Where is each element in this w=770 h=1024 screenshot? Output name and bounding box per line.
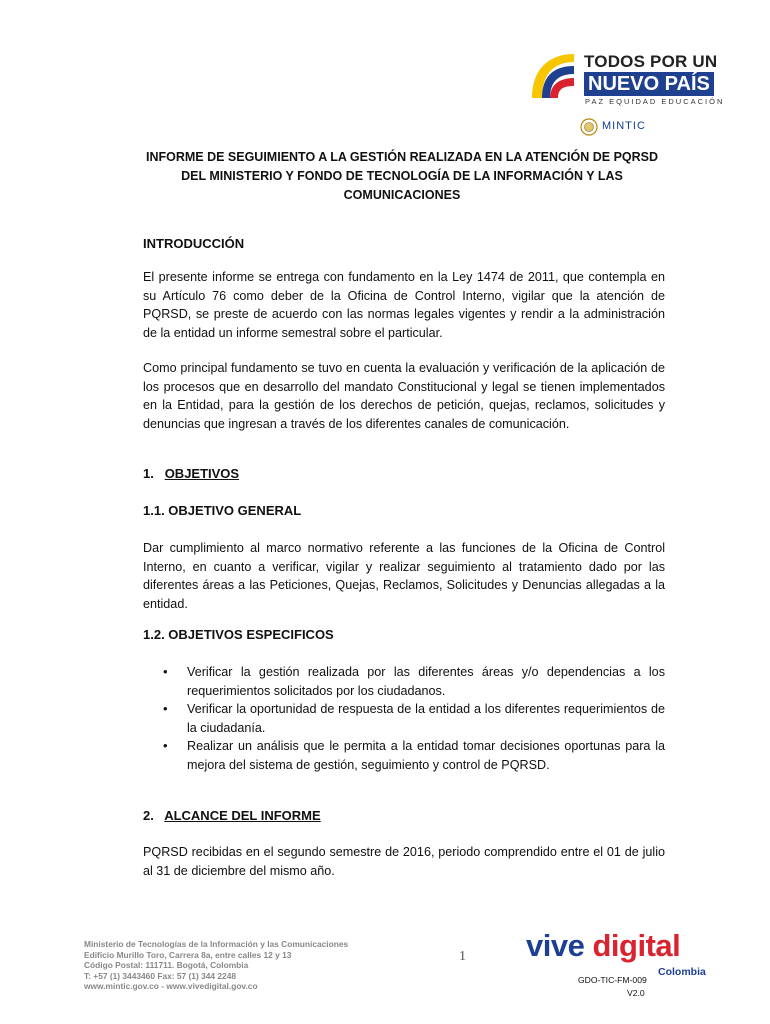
alcance-text: PQRSD recibidas en el segundo semestre de 2016, periodo comprendido entre el 01 de julio al 31 de diciembre del mismo año. [143, 845, 665, 878]
objetivos-title: OBJETIVOS [164, 466, 240, 481]
logo-tagline: PAZ EQUIDAD EDUCACIÓN [585, 97, 725, 106]
title-line-3: COMUNICACIONES [343, 188, 461, 202]
vive-word: vive [526, 928, 585, 963]
national-seal-icon [580, 118, 598, 136]
objetivo-general-heading: 1.1. OBJETIVO GENERAL [143, 503, 302, 518]
title-line-2: DEL MINISTERIO Y FONDO DE TECNOLOGÍA DE LA INFORMACIÓN Y LAS [181, 169, 623, 183]
mintic-label: MINTIC [602, 120, 646, 132]
alcance-number: 2. [143, 808, 154, 823]
footer-line-ministry: Ministerio de Tecnologías de la Información y las Comunicaciones [84, 939, 349, 949]
objetivos-especificos-list [143, 663, 665, 775]
document-title [140, 148, 664, 205]
vive-digital-country: Colombia [658, 966, 706, 978]
colombia-flag-swoosh-icon [528, 50, 578, 104]
title-line-1: INFORME DE SEGUIMIENTO A LA GESTIÓN REALIZADA EN LA ATENCIÓN DE PQRSD [145, 150, 659, 164]
mintic-logo [580, 117, 660, 137]
list-item: • Realizar un análisis que le permita a la entidad tomar decisiones oportunas para la mejora del sistema de gestión, seguimiento y control de PQRSD. [143, 737, 665, 774]
list-item: • Verificar la gestión realizada por las diferentes áreas y/o dependencias a los requerimientos solicitados por los ciudadanos. [143, 663, 665, 700]
vive-digital-wordmark [526, 928, 680, 964]
introduccion-heading: INTRODUCCIÓN [143, 236, 245, 251]
objetivos-heading [143, 466, 239, 481]
document-version: V2.0 [627, 988, 645, 998]
todos-por-un-nuevo-pais-logo [528, 48, 725, 108]
list-item: • Verificar la oportunidad de respuesta de la entidad a los diferentes requerimientos de la ciudadanía. [143, 700, 665, 737]
footer-address [84, 939, 384, 992]
document-code: GDO-TIC-FM-009 [578, 975, 647, 985]
page-number: 1 [459, 949, 466, 964]
footer-line-building: Edificio Murillo Toro, Carrera 8a, entre calles 12 y 13 [84, 949, 292, 960]
alcance-heading [143, 808, 321, 823]
objetivo-general-text: Dar cumplimiento al marco normativo referente a las funciones de la Oficina de Control Interno, en cuanto a verificar, vigilar y realizar seguimiento al tratamiento dado por las diferentes áreas a las Peticiones, Quejas, Reclamos, Solicitudes y Denuncias allegadas a la entidad. [143, 541, 665, 611]
objetivos-especificos-heading: 1.2. OBJETIVOS ESPECIFICOS [143, 627, 334, 642]
logo-line-todos: TODOS POR UN [584, 52, 718, 71]
objetivos-number: 1. [143, 466, 154, 481]
footer-line-web: www.mintic.gov.co - www.vivedigital.gov.co [84, 981, 258, 991]
logo-line-nuevo-pais: NUEVO PAÍS [584, 72, 714, 96]
footer-line-phone: T: +57 (1) 3443460 Fax: 57 (1) 344 2248 [84, 970, 237, 981]
footer-line-postal: Código Postal: 111711. Bogotá, Colombia [84, 960, 249, 970]
digital-word: digital [592, 928, 681, 963]
intro-paragraph-1: El presente informe se entrega con fundamento en la Ley 1474 de 2011, que contempla en su Artículo 76 como deber de la Oficina de Control Interno, vigilar que la atención de PQRSD, se preste de acuerdo con las normas legales vigentes y rendir a la administración de la entidad un informe semestral sobre el particular. [143, 270, 665, 340]
intro-paragraph-2: Como principal fundamento se tuvo en cuenta la evaluación y verificación de la aplicación de los procesos que en desarrollo del mandato Constitucional y legal se tienen implementados en la Entidad, para la gestión de los derechos de petición, quejas, reclamos, solicitudes y denuncias que ingresan a través de los diferentes canales de comunicación. [143, 361, 665, 431]
alcance-title: ALCANCE DEL INFORME [164, 808, 321, 823]
